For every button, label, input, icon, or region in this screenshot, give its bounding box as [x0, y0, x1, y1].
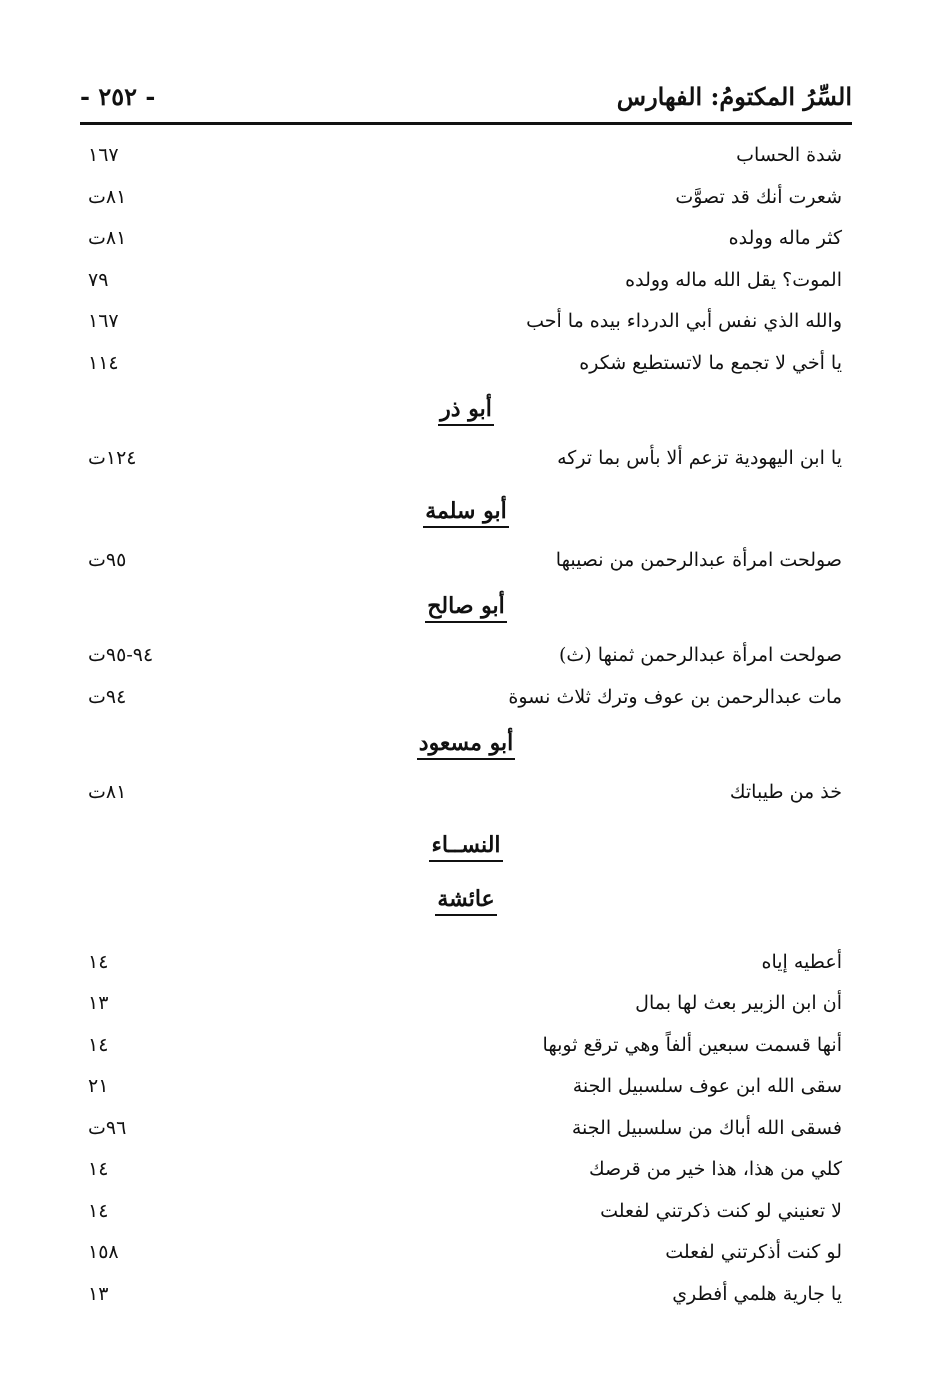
entry-text: يا ابن اليهودية تزعم ألا بأس بما تركه — [557, 447, 842, 469]
entry-text: شدة الحساب — [736, 144, 842, 166]
entry-page-ref: ١٤ — [88, 1199, 109, 1222]
index-section — [80, 874, 852, 1316]
entry-page-ref: ٨١ت — [88, 227, 127, 249]
index-entry — [80, 260, 852, 302]
index-entry — [80, 1066, 852, 1108]
entry-page-ref: ١٣ — [88, 992, 109, 1014]
page-header — [80, 82, 852, 120]
index-entry — [80, 1025, 852, 1067]
entry-page-ref: ٢١ — [88, 1075, 109, 1097]
entry-text: فسقى الله أباك من سلسبيل الجنة — [571, 1116, 842, 1139]
index-entry — [80, 1274, 852, 1316]
page-number: - ٢٥٢ - — [80, 82, 156, 111]
index-section — [80, 814, 852, 874]
index-entry — [80, 942, 852, 984]
index-entry — [80, 1232, 852, 1274]
index-entry — [80, 301, 852, 343]
entry-page-ref: ١٥٨ — [88, 1241, 119, 1263]
index-entry — [80, 983, 852, 1025]
entry-text: لا تعنيني لو كنت ذكرتني لفعلت — [600, 1199, 842, 1222]
header-rule — [80, 122, 852, 125]
entry-page-ref: ٧٩ — [88, 268, 109, 291]
index-entry — [80, 635, 852, 677]
index-section — [80, 135, 852, 384]
index-section — [80, 581, 852, 718]
entry-text: شعرت أنك قد تصوَّت — [675, 185, 842, 208]
entry-page-ref: ١٢٤ت — [88, 447, 137, 469]
index-entry — [80, 1108, 852, 1150]
entry-page-ref: ٩٦ت — [88, 1116, 127, 1139]
section-heading: عائشة — [435, 884, 496, 916]
entry-text: يا أخي لا تجمع ما لاتستطيع شكره — [579, 351, 842, 374]
entry-page-ref: ١٦٧ — [88, 310, 119, 332]
entry-text: أعطيه إياه — [761, 950, 842, 973]
book-title: السِّرُ المكتومُ: الفهارس — [616, 82, 852, 111]
entry-page-ref: ٨١ت — [88, 781, 127, 803]
entry-text: كثر ماله وولده — [728, 227, 842, 249]
index-section — [80, 384, 852, 480]
index-entry — [80, 540, 852, 582]
entry-text: صولحت امرأة عبدالرحمن من نصيبها — [555, 548, 842, 571]
index-entry — [80, 1149, 852, 1191]
entry-text: أنها قسمت سبعين ألفاً وهي ترقع ثوبها — [542, 1033, 842, 1056]
section-heading: أبو سلمة — [423, 496, 509, 528]
section-heading: أبو صالح — [425, 591, 507, 623]
index-page — [80, 82, 852, 1352]
index-entry — [80, 343, 852, 385]
entry-text: الموت؟ يقل الله ماله وولده — [625, 268, 842, 291]
entry-page-ref: ١٤ — [88, 1158, 109, 1180]
entry-page-ref: ١٤ — [88, 1033, 109, 1056]
entry-text: يا جارية هلمي أفطري — [672, 1282, 842, 1305]
index-section — [80, 718, 852, 814]
entry-page-ref: ٩٤ت — [88, 685, 127, 708]
entry-page-ref: ٩٤-٩٥ت — [88, 644, 154, 666]
entry-text: مات عبدالرحمن بن عوف وترك ثلاث نسوة — [508, 685, 842, 708]
index-entry — [80, 135, 852, 177]
index-entry — [80, 177, 852, 219]
entry-page-ref: ١٤ — [88, 950, 109, 973]
entry-page-ref: ٩٥ت — [88, 548, 127, 571]
section-heading: أبو ذر — [438, 394, 494, 426]
index-entry — [80, 438, 852, 480]
entry-text: لو كنت أذكرتني لفعلت — [665, 1241, 842, 1263]
index-entry — [80, 772, 852, 814]
index-entry — [80, 1191, 852, 1233]
entry-text: والله الذي نفس أبي الدرداء بيده ما أحب — [526, 310, 842, 332]
entry-text: سقى الله ابن عوف سلسبيل الجنة — [572, 1075, 842, 1097]
index-entry — [80, 218, 852, 260]
index-section — [80, 480, 852, 582]
group-heading: النســاء — [429, 830, 502, 862]
entry-page-ref: ٨١ت — [88, 185, 127, 208]
entry-page-ref: ١١٤ — [88, 351, 119, 374]
entry-page-ref: ١٦٧ — [88, 144, 119, 166]
entry-text: صولحت امرأة عبدالرحمن ثمنها (ث) — [558, 644, 842, 666]
section-heading: أبو مسعود — [417, 728, 515, 760]
entry-text: أن ابن الزبير بعث لها بمال — [635, 992, 842, 1014]
index-entry — [80, 677, 852, 719]
entry-text: خذ من طيباتك — [729, 781, 842, 803]
entry-page-ref: ١٣ — [88, 1282, 109, 1305]
entry-text: كلي من هذا، هذا خير من قرصك — [588, 1158, 842, 1180]
